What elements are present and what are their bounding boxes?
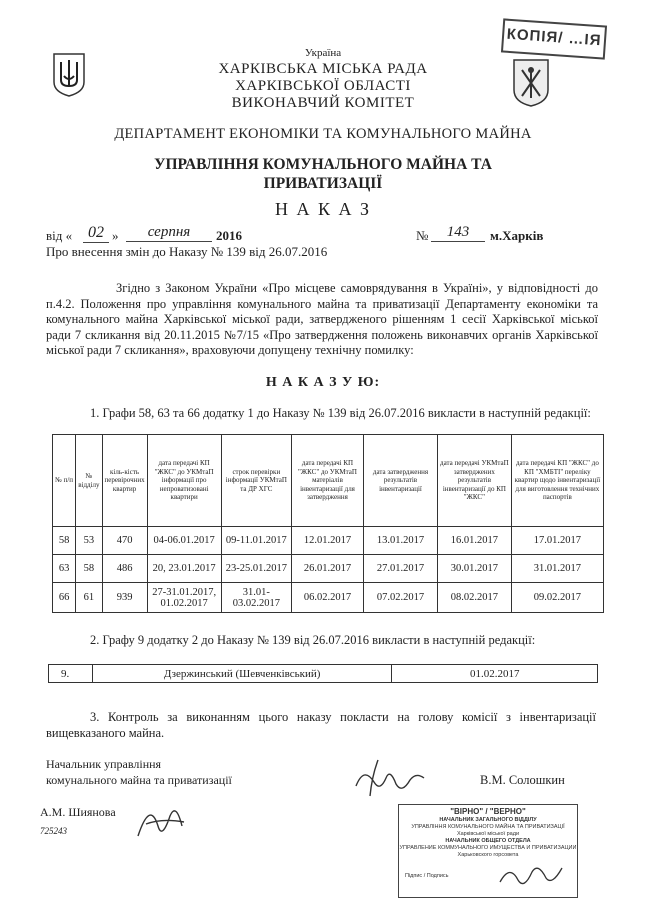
cell: 58 bbox=[53, 527, 76, 555]
director-signature-icon bbox=[350, 756, 430, 800]
signer-title-line-2: комунального майна та приватизації bbox=[46, 773, 232, 787]
stamp-line-1: "ВІРНО" / "ВЕРНО" bbox=[450, 807, 526, 816]
col-header-apartments: кіль-кість перевірочних квартир bbox=[102, 435, 147, 527]
item-3-text: 3. Контроль за виконанням цього наказу покласти на голову комісії з інвентаризації вищевказаного майна. bbox=[46, 710, 596, 740]
col-header-approval-date: дата затвердження результатів інвентаризації bbox=[364, 435, 438, 527]
col-header-info-transfer: дата передачі КП "ЖКС" до УКМтаП інформації про непроватизовані квартири bbox=[147, 435, 221, 527]
cell: 08.02.2017 bbox=[437, 583, 511, 613]
cell: 61 bbox=[76, 583, 102, 613]
date-prefix: від « bbox=[46, 228, 73, 243]
header-council: ХАРКІВСЬКА МІСЬКА РАДА bbox=[218, 61, 428, 77]
order-subject: Про внесення змін до Наказу № 139 від 26.07.2016 bbox=[46, 244, 328, 259]
cell: 27-31.01.2017, 01.02.2017 bbox=[147, 583, 221, 613]
order-day: 02 bbox=[83, 224, 109, 243]
stamp-line-3: УПРАВЛІННЯ КОМУНАЛЬНОГО МАЙНА ТА ПРИВАТИЗАЦІЇ bbox=[411, 824, 565, 830]
cell: 07.02.2017 bbox=[364, 583, 438, 613]
stamp-line-5: НАЧАЛЬНИК ОБЩЕГО ОТДЕЛА bbox=[445, 838, 531, 844]
item-2-text: 2. Графу 9 додатку 2 до Наказу № 139 від 26.07.2016 викласти в наступній редакції: bbox=[90, 633, 536, 647]
cell: 23-25.01.2017 bbox=[221, 555, 291, 583]
item-1-text: 1. Графи 58, 63 та 66 додатку 1 до Наказу № 139 від 26.07.2016 викласти в наступній редакції: bbox=[90, 406, 591, 420]
order-month: серпня bbox=[126, 224, 212, 242]
number-prefix: № bbox=[416, 228, 429, 243]
cell: 31.01-03.02.2017 bbox=[221, 583, 291, 613]
cell: 58 bbox=[76, 555, 102, 583]
date-mid: » bbox=[112, 228, 119, 243]
col-header-bti-transfer: дата передачі КП "ЖКС" до КП "ХМБТІ" переліку квартир щодо інвентаризації для виготовлення технічних паспортів bbox=[511, 435, 603, 527]
order-date-line bbox=[46, 226, 606, 246]
executor-signature-icon bbox=[132, 796, 192, 846]
order-place: м.Харків bbox=[490, 228, 544, 243]
stamp-line-2: НАЧАЛЬНИК ЗАГАЛЬНОГО ВІДДІЛУ bbox=[439, 817, 537, 823]
col-header-department: № відділу bbox=[76, 435, 102, 527]
col-header-check-period: строк перевірки інформації УКМтаП та ДР ХГС bbox=[221, 435, 291, 527]
schedule-table-header-row bbox=[53, 435, 604, 527]
cell: 63 bbox=[53, 555, 76, 583]
cell: 9. bbox=[49, 665, 93, 683]
cell: 06.02.2017 bbox=[291, 583, 363, 613]
cell: Дзержинський (Шевченківський) bbox=[92, 665, 391, 683]
table-row bbox=[53, 527, 604, 555]
preamble-paragraph: Згідно з Законом України «Про місцеве самоврядування в Україні», у відповідності до п.4.2. Положення про управління комунального майна та приватизації Департаменту економіки та комунального майна Харківської міської ради, затвердженого рішенням 1 сесії Харківської міської ради 7 скликання від 20.11.2015 №7/15 «Про затвердження положень виконавчих органів Харківської міської ради 7 скликання», враховуючи допущену технічну помилку: bbox=[46, 281, 598, 357]
table-row bbox=[49, 665, 598, 683]
cell: 31.01.2017 bbox=[511, 555, 603, 583]
header-committee: ВИКОНАВЧИЙ КОМІТЕТ bbox=[231, 95, 415, 111]
cell: 27.01.2017 bbox=[364, 555, 438, 583]
cell: 470 bbox=[102, 527, 147, 555]
copy-stamp: КОПІЯ/ …ІЯ bbox=[501, 18, 607, 59]
cell: 01.02.2017 bbox=[392, 665, 598, 683]
cell: 486 bbox=[102, 555, 147, 583]
cell: 04-06.01.2017 bbox=[147, 527, 221, 555]
executor-name: А.М. Шиянова bbox=[40, 805, 116, 819]
col-header-number: № п/п bbox=[53, 435, 76, 527]
cell: 66 bbox=[53, 583, 76, 613]
cell: 09-11.01.2017 bbox=[221, 527, 291, 555]
stamp-line-4: Харківської міської ради bbox=[456, 831, 520, 837]
signer-name: В.М. Солошкин bbox=[480, 773, 565, 787]
cell: 12.01.2017 bbox=[291, 527, 363, 555]
table-row bbox=[53, 555, 604, 583]
header-department: ДЕПАРТАМЕНТ ЕКОНОМІКИ ТА КОМУНАЛЬНОГО МАЙНА bbox=[114, 126, 532, 142]
stamp-signature-icon bbox=[496, 858, 566, 892]
executor-phone: 725243 bbox=[40, 826, 67, 836]
header-directorate-line-2: ПРИВАТИЗАЦІЇ bbox=[263, 175, 383, 192]
cell: 16.01.2017 bbox=[437, 527, 511, 555]
col-header-results-transfer: дата передачі УКМтаП затверджених результатів інвентаризації до КП "ЖКС" bbox=[437, 435, 511, 527]
district-table bbox=[48, 664, 598, 683]
signer-title-line-1: Начальник управління bbox=[46, 757, 162, 771]
header-region: ХАРКІВСЬКОЇ ОБЛАСТІ bbox=[235, 78, 411, 94]
cell: 17.01.2017 bbox=[511, 527, 603, 555]
header-directorate-line-1: УПРАВЛІННЯ КОМУНАЛЬНОГО МАЙНА ТА bbox=[154, 156, 492, 173]
order-year: 2016 bbox=[216, 228, 242, 243]
cell: 09.02.2017 bbox=[511, 583, 603, 613]
stamp-line-7: Харьковского горсовета bbox=[457, 852, 519, 858]
col-header-materials-transfer: дата передачі КП "ЖКС" до УКМтаП матеріалів інвентаризації для затвердження bbox=[291, 435, 363, 527]
cell: 53 bbox=[76, 527, 102, 555]
cell: 20, 23.01.2017 bbox=[147, 555, 221, 583]
table-row bbox=[53, 583, 604, 613]
cell: 939 bbox=[102, 583, 147, 613]
cell: 26.01.2017 bbox=[291, 555, 363, 583]
stamp-sign-label: Підпис / Подпись bbox=[405, 873, 449, 879]
schedule-table bbox=[52, 434, 604, 613]
order-number: 143 bbox=[431, 224, 485, 242]
cell: 13.01.2017 bbox=[364, 527, 438, 555]
header-country: Україна bbox=[304, 47, 342, 59]
cell: 30.01.2017 bbox=[437, 555, 511, 583]
order-word: Н А К А З У Ю: bbox=[265, 375, 381, 390]
stamp-line-6: УПРАВЛЕНИЕ КОММУНАЛЬНОГО ИМУЩЕСТВА И ПРИВАТИЗАЦИИ bbox=[399, 845, 577, 851]
doc-type-title: Н А К А З bbox=[274, 199, 372, 219]
